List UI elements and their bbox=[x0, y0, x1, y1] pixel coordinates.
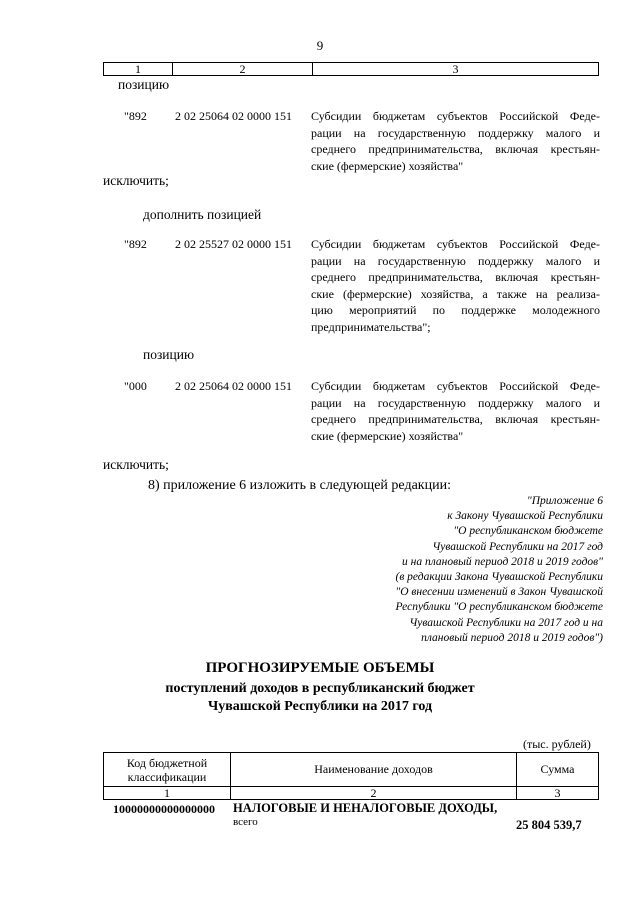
annex-heading bbox=[345, 494, 603, 646]
entry2-line: среднего предпринимательства, включая крестьян- bbox=[311, 270, 600, 284]
row-code: 10000000000000000 bbox=[113, 802, 215, 816]
column-number: 2 bbox=[231, 787, 517, 800]
annex-line: (в редакции Закона Чувашской Республики bbox=[395, 571, 603, 584]
add-position-label: дополнить позицией bbox=[143, 207, 262, 222]
annex-line: плановый период 2018 и 2019 годов") bbox=[421, 631, 603, 644]
header-col-1: 1 bbox=[104, 63, 173, 76]
column-header-name: Наименование доходов bbox=[231, 753, 517, 787]
entry3-line: рации на государственную поддержку малого и bbox=[311, 395, 600, 410]
doc-subtitle-2: Чувашской Республики на 2017 год bbox=[207, 699, 433, 714]
exclude-2: исключить; bbox=[103, 457, 169, 472]
entry2-description bbox=[311, 236, 600, 335]
annex-line: Чувашской Республики на 2017 год bbox=[432, 540, 603, 553]
row-sum: 25 804 539,7 bbox=[516, 818, 582, 832]
entry1-line: Субсидии бюджетам субъектов Российской Феде- bbox=[311, 109, 600, 123]
header-col-3: 3 bbox=[313, 63, 599, 76]
annex-line: и на плановый период 2018 и 2019 годов" bbox=[402, 555, 603, 568]
entry1-code1: "892 bbox=[124, 109, 147, 123]
column-header-code: Код бюджетной классификации bbox=[104, 753, 231, 787]
annex-line: "О внесении изменений в Закон Чувашской bbox=[395, 586, 603, 599]
entry3-code2: 2 02 25064 02 0000 151 bbox=[175, 379, 292, 393]
doc-subtitle-1: поступлений доходов в республиканский бюджет bbox=[165, 681, 475, 696]
entry1-line: рации на государственную поддержку малого и bbox=[311, 125, 600, 140]
annex-line: "О республиканском бюджете bbox=[453, 525, 603, 538]
column-header-sum: Сумма bbox=[517, 753, 599, 787]
entry2-line: цию мероприятий по поддержке молодежного bbox=[311, 303, 600, 317]
entry2-code2: 2 02 25527 02 0000 151 bbox=[175, 237, 292, 251]
entry1-line: среднего предпринимательства, включая крестьян- bbox=[311, 142, 600, 156]
exclude-1: исключить; bbox=[103, 173, 169, 188]
header-col-2: 2 bbox=[173, 63, 313, 76]
entry3-line: среднего предпринимательства, включая крестьян- bbox=[311, 412, 600, 426]
income-table bbox=[103, 752, 599, 800]
annex-line: "Приложение 6 bbox=[526, 495, 603, 507]
entry1-line: ские (фермерские) хозяйства" bbox=[311, 158, 464, 173]
position-label: позицию bbox=[118, 77, 170, 92]
entry2-line: Субсидии бюджетам субъектов Российской Феде- bbox=[311, 237, 600, 251]
item-8: 8) приложение 6 изложить в следующей редакции: bbox=[148, 478, 451, 493]
row-name: НАЛОГОВЫЕ И НЕНАЛОГОВЫЕ ДОХОДЫ, bbox=[233, 801, 498, 815]
units-label: (тыс. рублей) bbox=[523, 737, 591, 751]
entry3-line: Субсидии бюджетам субъектов Российской Феде- bbox=[311, 379, 600, 393]
entry2-line: предпринимательства"; bbox=[311, 319, 431, 334]
row-name-sub: всего bbox=[233, 816, 258, 828]
position-label-2: позицию bbox=[143, 347, 195, 362]
entry3-description bbox=[311, 378, 600, 444]
entry3-line: ские (фермерские) хозяйства" bbox=[311, 428, 464, 443]
entry2-line: рации на государственную поддержку малого и bbox=[311, 253, 600, 268]
annex-line: Чувашской Республики на 2017 год и на bbox=[409, 616, 603, 629]
column-number: 1 bbox=[104, 787, 231, 800]
entry1-description bbox=[311, 108, 600, 174]
entry3-code1: "000 bbox=[124, 379, 147, 393]
page-number: 9 bbox=[316, 38, 324, 53]
entry1-code2: 2 02 25064 02 0000 151 bbox=[175, 109, 292, 123]
annex-line: к Закону Чувашской Республики bbox=[447, 510, 603, 523]
annex-line: Республики "О республиканском бюджете bbox=[395, 601, 603, 614]
header-table bbox=[103, 62, 599, 76]
entry2-code1: "892 bbox=[124, 237, 147, 251]
entry2-line: ские (фермерские) хозяйства, а также на реализа- bbox=[311, 286, 600, 301]
column-number: 3 bbox=[517, 787, 599, 800]
doc-title: ПРОГНОЗИРУЕМЫЕ ОБЪЕМЫ bbox=[205, 660, 435, 676]
